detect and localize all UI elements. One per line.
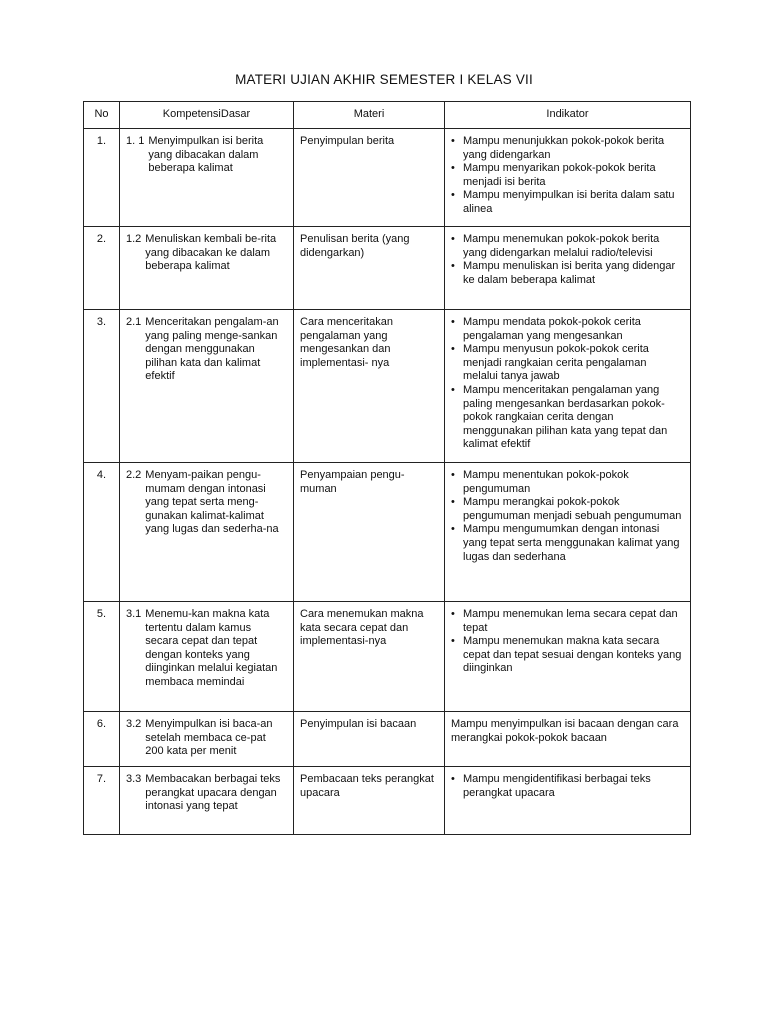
- indikator-cell: [445, 602, 691, 712]
- indikator-cell: [445, 129, 691, 227]
- kompetensi-cell: [120, 463, 294, 602]
- row-number: 2.: [84, 227, 120, 310]
- header-indikator: Indikator: [445, 102, 691, 129]
- kompetensi-cell: [120, 227, 294, 310]
- materi-cell: Penulisan berita (yang didengarkan): [294, 227, 445, 310]
- kd-text: Menceritakan pengalam-an yang paling menge-sankan dengan menggunakan pilihan kata dan kalimat efektif: [145, 316, 279, 383]
- materi-cell: Penyimpulan berita: [294, 129, 445, 227]
- header-kompetensi-dasar: KompetensiDasar: [120, 102, 294, 129]
- row-number: 3.: [84, 310, 120, 463]
- table-row: [84, 767, 691, 835]
- list-item: • Mampu menuliskan isi berita yang didengar ke dalam beberapa kalimat: [451, 260, 684, 287]
- list-item: • Mampu menunjukkan pokok-pokok berita yang didengarkan: [451, 135, 684, 162]
- table-row: [84, 463, 691, 602]
- header-materi: Materi: [294, 102, 445, 129]
- list-item: • Mampu menyimpulkan isi berita dalam satu alinea: [451, 189, 684, 216]
- row-number: 7.: [84, 767, 120, 835]
- list-item: • Mampu menyusun pokok-pokok cerita menjadi rangkaian cerita pengalaman melalui tanya jawab: [451, 343, 684, 384]
- list-item: • Mampu menentukan pokok-pokok pengumuman: [451, 469, 684, 496]
- indikator-list: [451, 316, 684, 452]
- kompetensi-cell: [120, 129, 294, 227]
- list-item: • Mampu menemukan makna kata secara cepat dan tepat sesuai dengan konteks yang diinginkan: [451, 635, 684, 676]
- table-row: [84, 227, 691, 310]
- row-number: 6.: [84, 712, 120, 767]
- kompetensi-cell: [120, 712, 294, 767]
- materi-cell: Cara menceritakan pengalaman yang mengesankan dan implementasi- nya: [294, 310, 445, 463]
- indikator-list: [451, 233, 684, 287]
- header-no: No: [84, 102, 120, 129]
- table-row: [84, 129, 691, 227]
- list-item: • Mampu mengidentifikasi berbagai teks perangkat upacara: [451, 773, 684, 800]
- materi-cell: Pembacaan teks perangkat upacara: [294, 767, 445, 835]
- materi-cell: Cara menemukan makna kata secara cepat dan implementasi-nya: [294, 602, 445, 712]
- list-item: • Mampu mengumumkan dengan intonasi yang tepat serta menggunakan kalimat yang lugas dan sederhana: [451, 523, 684, 564]
- kd-number: 1. 1: [126, 135, 145, 147]
- indikator-cell: [445, 767, 691, 835]
- materi-cell: Penyampaian pengu-muman: [294, 463, 445, 602]
- kd-text: Menuliskan kembali be-rita yang dibacakan ke dalam beberapa kalimat: [145, 233, 277, 273]
- materi-table: [83, 101, 691, 835]
- kd-text: Menyam-paikan pengu-mumam dengan intonasi yang tepat serta meng-gunakan kalimat-kalimat yang lugas dan sederha-na: [145, 469, 279, 536]
- row-number: 4.: [84, 463, 120, 602]
- indikator-cell: [445, 463, 691, 602]
- indikator-cell: [445, 227, 691, 310]
- kd-number: 2.1: [126, 316, 142, 328]
- table-row: [84, 310, 691, 463]
- indikator-cell: Mampu menyimpulkan isi bacaan dengan cara merangkai pokok-pokok bacaan: [445, 712, 691, 767]
- list-item: • Mampu menemukan lema secara cepat dan tepat: [451, 608, 684, 635]
- materi-cell: Penyimpulan isi bacaan: [294, 712, 445, 767]
- list-item: • Mampu mendata pokok-pokok cerita pengalaman yang mengesankan: [451, 316, 684, 343]
- kd-number: 3.1: [126, 608, 142, 620]
- kd-number: 2.2: [126, 469, 142, 481]
- kd-text: Menyimpulkan isi baca-an setelah membaca ce-pat 200 kata per menit: [145, 718, 273, 758]
- table-row: [84, 712, 691, 767]
- kompetensi-cell: [120, 310, 294, 463]
- kd-number: 3.2: [126, 718, 142, 730]
- kd-text: Menemu-kan makna kata tertentu dalam kamus secara cepat dan tepat dengan konteks yang diinginkan melalui kegiatan membaca memindai: [145, 608, 278, 688]
- list-item: • Mampu merangkai pokok-pokok pengumuman menjadi sebuah pengumuman: [451, 496, 684, 523]
- table-row: [84, 602, 691, 712]
- kd-number: 3.3: [126, 773, 142, 785]
- row-number: 1.: [84, 129, 120, 227]
- kd-text: Membacakan berbagai teks perangkat upacara dengan intonasi yang tepat: [145, 773, 281, 813]
- kompetensi-cell: [120, 767, 294, 835]
- row-number: 5.: [84, 602, 120, 712]
- list-item: • Mampu menyarikan pokok-pokok berita menjadi isi berita: [451, 162, 684, 189]
- indikator-cell: [445, 310, 691, 463]
- indikator-list: [451, 135, 684, 217]
- indikator-list: [451, 469, 684, 564]
- list-item: • Mampu menceritakan pengalaman yang paling mengesankan berdasarkan pokok-pokok rangkaian cerita dengan menggunakan pilihan kata yang tepat dan kalimat efektif: [451, 384, 684, 452]
- kompetensi-cell: [120, 602, 294, 712]
- kd-text: Menyimpulkan isi berita yang dibacakan dalam beberapa kalimat: [148, 135, 264, 175]
- indikator-list: [451, 773, 684, 800]
- document-title: MATERI UJIAN AKHIR SEMESTER I KELAS VII: [235, 72, 533, 87]
- kd-number: 1.2: [126, 233, 142, 245]
- indikator-list: [451, 608, 684, 676]
- list-item: • Mampu menemukan pokok-pokok berita yang didengarkan melalui radio/televisi: [451, 233, 684, 260]
- table-header-row: [84, 102, 691, 129]
